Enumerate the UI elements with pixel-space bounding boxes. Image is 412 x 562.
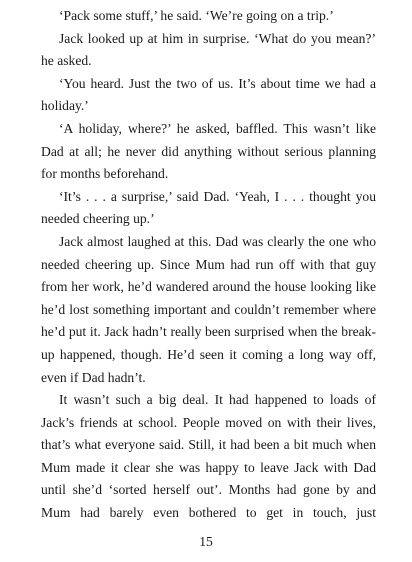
paragraph-4: ‘A holiday, where?’ he asked, baffled. This wasn’t like Dad at all; he never did anything without serious planning for months beforehand. <box>41 120 376 182</box>
paragraph-2: Jack looked up at him in surprise. ‘What do you mean?’ he asked. <box>41 30 376 69</box>
paragraph-7: It wasn’t such a big deal. It had happened to loads of Jack’s friends at school. People moved on with their lives, that’s what everyone said. Still, it had been a bit much when Mum made it clear she was happy to leave Jack with Dad until she’d ‘sorted herself out’. Months had gone by and Mum had barely even bothered to get in touch, just <box>41 392 376 521</box>
page-number: 15 <box>199 534 213 549</box>
body-text <box>41 5 376 525</box>
paragraph-6: Jack almost laughed at this. Dad was clearly the one who needed cheering up. Since Mum had run off with that guy from her work, he’d wandered around the house looking like he’d lost something important and couldn’t remember where he’d put it. Jack hadn’t really been surprised when the break-up happened, though. He’d seen it coming a long way off, even if Dad hadn’t. <box>41 233 376 385</box>
paragraph-5: ‘It’s . . . a surprise,’ said Dad. ‘Yeah, I . . . thought you needed cheering up.’ <box>41 188 376 227</box>
paragraph-3: ‘You heard. Just the two of us. It’s about time we had a holiday.’ <box>41 75 376 114</box>
paragraph-1: ‘Pack some stuff,’ he said. ‘We’re going on a trip.’ <box>59 8 334 23</box>
